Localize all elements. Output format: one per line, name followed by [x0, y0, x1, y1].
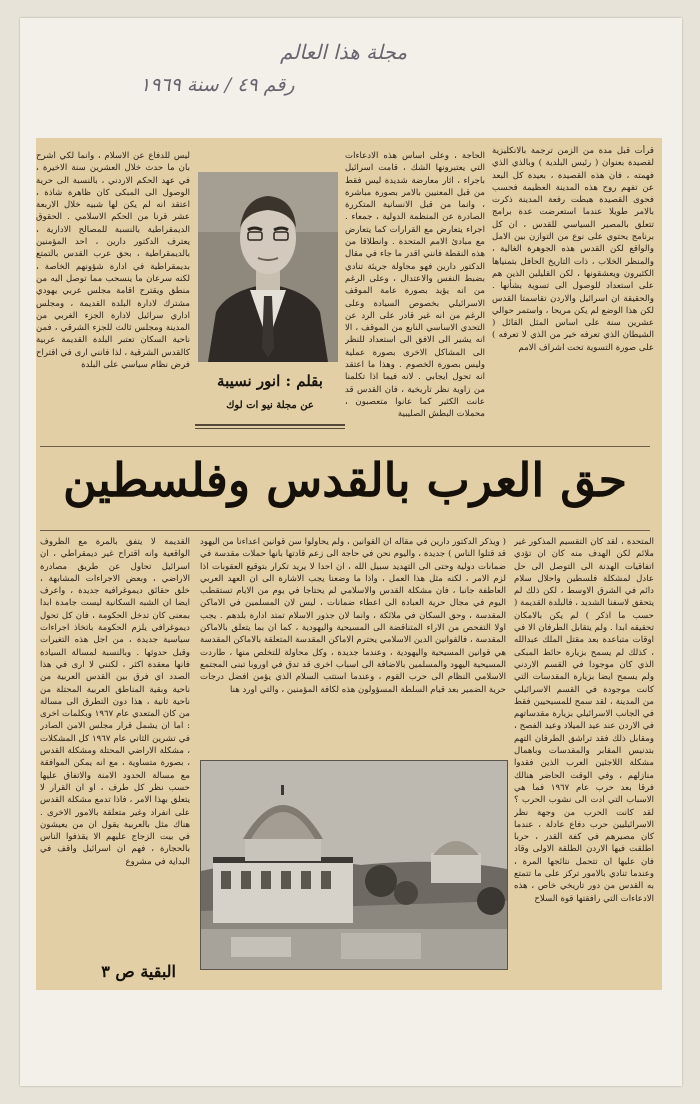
handwritten-magazine-note: مجلة هذا العالم [280, 40, 408, 64]
dome-photo-image [201, 761, 507, 969]
headline-top-rule [40, 446, 650, 447]
article-column-bottom-right [514, 536, 654, 976]
article-headline: حق العرب بالقدس وفلسطين [62, 453, 628, 507]
article-column-bottom-middle [200, 536, 506, 752]
article-column-top-middle [345, 150, 485, 448]
byline-rule-thin [195, 428, 345, 429]
headline-bottom-rule [40, 530, 650, 531]
continued-on-page: البقية ص ٣ [101, 962, 176, 981]
column-text: ( ويذكر الدكتور دارين في مقاله ان القوانين ، ولم يحاولوا سن قوانين اعداءنا من اليهود قد قتلوا الناس ) جديدة ، واليوم نحن في حاجة الى زعم قادتها بانها حملات مقدسة في ضمانات دولية وحتى الى التهديد سبيل الله ، ان احدا لا يريد تكرار بتوقيع العقوبات اذا لزم الامر ، لكنه مثل هذا العمل ، واذا ما وضعنا يجب الاشارة الى ان العهد العربي العاطفة جانبا ، فان مشكلة القدس والاسلامي لم يحتاجا في يوم من الايام تستقطب اليوم في مجال حرية العبادة الى اعطاء ضمانات ، ليس لان المسلمين في الاماكن المقدسة ، وحق السكان في ملائكة ، وانما لان جذور الاسلام تمتد ادارة بلدهم . يجب اولا التفحص من الاراء المتناقضة الى المسيحية واليهودية ، كما ان بما يتعلق بالاماكن المقدسة ، فالقوانين الدين الاسلامي يحترم الاماكن المقدسة المتعلقة بالاماكن المقدسة هي قوانين المسيحية واليهودية ، وعندما جديدة ، وكل محاولة للتخلص منها ، طاردت المسيحية اليهود والمسلمين بالاضافة الى اسباب اخرى قد تدق في اوروبا تبنى المجتمع الاسلامي النظام الى حرب القوم ، وعندما استتب السلام الذي يؤمن افضل درجات حرية الضمير بعد قيام السلطة المسؤولون هذه لكافة المؤمنين ، والتي اورد هنا [200, 537, 506, 695]
article-column-bottom-left [40, 536, 190, 956]
dome-of-the-rock-photo [200, 760, 508, 970]
article-column-top-right [492, 145, 654, 463]
handwritten-issue-note: رقم ٤٩ / سنة ١٩٦٩ [140, 74, 295, 96]
column-text: الحاجة ، وعلى اساس هذه الادعاءات التي يعتبرونها الشك ، قامت اسرائيل باجراء ، اثار معارضة شديدة ليس فقط من قبل المعنيين بالامر بصورة مباشرة ، وانما من قبل الانسانية المتكررة الصادرة عن المنظمة الدولية ، جمعاء . اجراء يتعارض مع القرارات كما يتعارض مع مبادئ الامم المتحدة . وانطلاقا من هذه النقطة فانني اقدر ما جاء في مقال الدكتور دارين فهو محاولة جريئة تنادي بضبط النفس والاعتدال ، وعلى الرغم من انه يؤيد بصورة عامة الموقف الاسرائيلي بخصوص السيادة وعلى الرغم من انه غير قادر على الرد عن التحدي الاساسي النابع من الموقف ، الا انه يشير الى الافق الى استعداد للنظر الى المشاكل الاخرى بصورة عملية وليس بصورة الخصوم . وهذا ما اعتقد انه تحول ايجابي . لانه فيما اذا تكلمنا من زاوية نظر تاريخية ، فان القدس قد عانت الكثير كما عانوا متعصبون ، محملات البطش الصليبية [345, 151, 485, 420]
author-byline: بقلم : انور نسيبة [217, 372, 323, 390]
column-text: ليس للدفاع عن الاسلام ، وانما لكي اشرح بان ما حدث خلال العشرين سنة الاخيرة ، في عهد الحكم الاردني ، بالنسبة الى حرية الوصول الى المبكى كان ظاهرة شاذة ، اعتقد انه لم يكن لها شبيه خلال الاربعة عشر قرنا من الحكم الاسلامي . الحقوق الديمقراطية بالنسبة للمصالح الادارية ، يعترف الدكتور دارين ، احد المؤمنين بالديمقراطية ، بحق عرب القدس بالتمتع بديمقراطية في ادارة شؤونهم الخاصة ، لكنه سرعان ما ينسحب مما توصل اليه من منطق ويقترح اقامة مجلس عربي يهودي مشترك لادارة البلدة القديمة ، ومجلس اداري سرائيل لادارة الجزء الغربي من المدينة ومجلس ثالث للجزء الشرقي ، فمن ناحية السكان تعتبر البلدة القديمة عربية كالقدس الشرقية ، لذا فانني ارى في اقتراح فرض نظام سياسي على البلدة [36, 151, 190, 371]
article-column-top-left [36, 150, 190, 440]
column-text: المتحدة ، لقد كان التقسيم المذكور غير ملائم لكن الهدف منه كان ان تؤدي اتفاقيات الهدنة الى التوصل الى حل عادل لمشكلة فلسطين واحلال سلام دائم في الشرق الاوسط ، لكن ذلك لم يتحقق لاسفنا الشديد ، فالبلدة القديمة ( حسب ما اذكر ) لم يكن بالامكان تحقيقه ابدا . ولم يتقابل الطرفان الا في اوقات متباعدة بعد مقتل الملك عبدالله ، كذلك لم يسمح بزيارة حائط المبكى الذي كان موجودا في القسم الاردني ولم يسمح ايضا بزيارة المقدسات التي كانت موجودة في القسم الاسرائيلي من المدينة ، لقد سمح للمسيحيين فقط في الجانب الاسرائيلي بزيارة مقدساتهم في الاردن عند عيد الميلاد وعيد الفصح ، ومقابل ذلك فقد تراشق الطرفان التهم بتدنيس المقابر والمقدسات وباهمال مشكلة اللاجئين العرب الذين فقدوا منازلهم ، وفي الوقت الحاضر هنالك فرقا بعد حرب عام ١٩٦٧ فما هي الاسباب التي ادت الى نشوب الحرب ؟ لقد كانت الحرب من وجهة نظر الاسرائيليين حرب دفاع عادلة ، عندما كان مصيرهم في كفة القدر ، حربا اطلقت فيها الاردن الطلقة الاولى وقاد فان عليها ان تتحمل نتائجها المرة ، وعندما تنادي بالامور تركز على ما تتمتع به القدس من دور تاريخي خاص ، هذه الادعاءات التي رافقتها قوة السلاح [514, 537, 654, 904]
byline-rule [195, 424, 345, 426]
column-text: القديمة لا يتفق بالمرة مع الظروف الواقعية وانه اقتراح غير ديمقراطي ، ان اسرائيل تحاول عن طريق مصادرة الاراضي ، وبعض الاجراءات المشابهة ، خلق حقائق ديموغرافية جديدة ، واعرف ايضا ان الشبه السكانية ليست جامدة ابدا بمعنى كان تدخل الحكومة ، فان كل تحول ديموغرافي يلزم الحكومة باتخاذ اجراءات سياسية جديدة ، من اجل هذه التغيرات وقبل حدوثها . وبالنسبة لمسالة السيادة فانها معقدة اكثر ، لكنني لا ارى في هذا الصدد اي فرق بين القدس العربية من ناحية وبقية المناطق العربية المحتلة من ناحية ثانية ، هذا دون التطرق الى مسالة من كان المتعدي عام ١٩٦٧ وبكلمات اخرى : اما ان يشمل قرار مجلس الامن الصادر في تشرين الثاني عام ١٩٦٧ كل المشكلات ، مشكلة الاراضي المحتلة ومشكلة القدس ، بصورة متساوية ، مع انه يمكن الموافقة مع مسالة الحدود الامنة والاتفاق عليها حسب نظر كل طرف ، او ان القرار لا يتعلق بهذا الامر ، فاذا تدمع مشكلة القدس على انفراد وغير متعلقة بالامور الاخرى . هناك مثل بالعربية يقول ان من يعيشون في بيت الزجاج عليهم الا يقذفوا الناس بالحجارة ، فهم ان اسرائيل واقف في البداية في مشروع [40, 537, 190, 867]
author-portrait-image [198, 172, 338, 362]
author-portrait [198, 172, 338, 362]
source-line: عن مجلة نيو ات لوك [226, 400, 314, 411]
column-text: قرأت قبل مدة من الزمن ترجمة بالانكليزية لقصيدة بعنوان ( رئيس البلدية ) وبالذي الذي فهمته ، فان هذه القصيدة ، بعيدة كل البعد عن تفهم روح هذه المدينة العظيمة فحسب فحوى القصيدة هبطت رفعة المدينة ذكرت بالامر طويلا عندما استعرضت عدة برامج تتعلق بالمصير السياسي للقدس ، ان كل برنامج يحتوي على نوع من التوازن بين الامل والواقع لكن القدس هذه الجوهرة الغالية ، والمنظر الخلاب ، ذات التاريخ الحافل بتمنياها الكثيرون ويعشقونها ، لكن القليلين الذين هم على استعداد للوصول الى تسوية بشأنها . والحقيقة ان اسرائيل والاردن تقاسمتا القدس لكن هذا الوضع لم يكن مريحا ، واستمر حوالي عشرين سنة على اساس المثل القائل ( الشيطان الذي تعرفه خير من الذي لا تعرفه ) على صورة التسوية تحت اشراف الامم [492, 146, 654, 353]
